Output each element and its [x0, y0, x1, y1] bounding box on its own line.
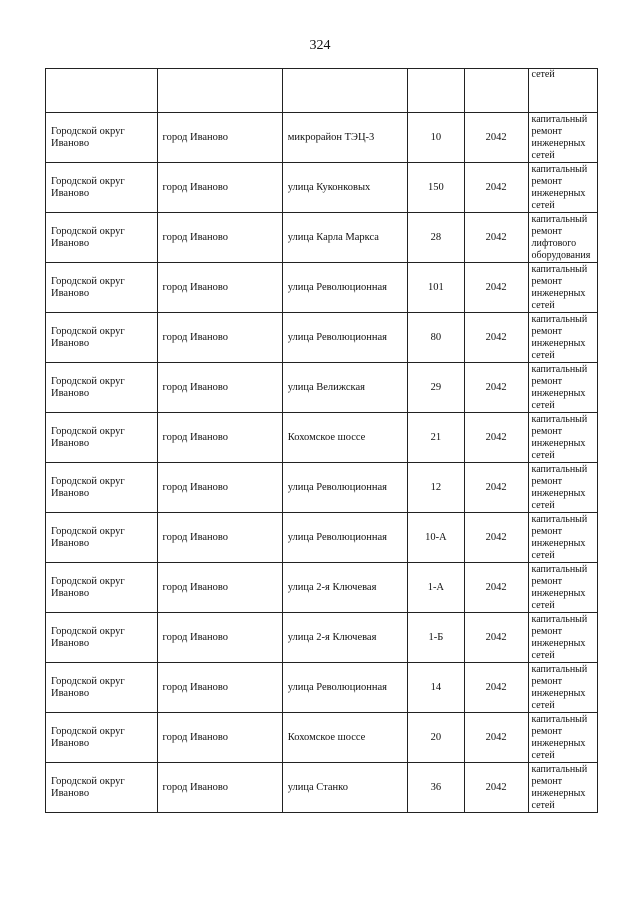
- district-cell: Городской округ Иваново: [46, 463, 158, 513]
- street-cell: улица Революционная: [282, 513, 407, 563]
- district-cell: Городской округ Иваново: [46, 163, 158, 213]
- table-body: [46, 69, 598, 813]
- city-cell: город Иваново: [157, 413, 282, 463]
- house-cell: 20: [407, 713, 464, 763]
- house-cell: 28: [407, 213, 464, 263]
- district-cell: Городской округ Иваново: [46, 363, 158, 413]
- city-cell: город Иваново: [157, 213, 282, 263]
- table-row: [46, 263, 598, 313]
- street-cell: улица 2-я Ключевая: [282, 563, 407, 613]
- year-cell: 2042: [464, 213, 528, 263]
- work-type-cell: капитальный ремонт инженерных сетей: [528, 363, 597, 413]
- district-cell: Городской округ Иваново: [46, 663, 158, 713]
- work-type-cell: капитальный ремонт инженерных сетей: [528, 513, 597, 563]
- district-cell: Городской округ Иваново: [46, 313, 158, 363]
- repair-schedule-table: [45, 68, 598, 813]
- table-row: [46, 563, 598, 613]
- work-type-cell: капитальный ремонт инженерных сетей: [528, 163, 597, 213]
- district-cell: Городской округ Иваново: [46, 563, 158, 613]
- street-cell: улица Революционная: [282, 263, 407, 313]
- house-cell: 80: [407, 313, 464, 363]
- street-cell: улица Велижская: [282, 363, 407, 413]
- house-cell: 29: [407, 363, 464, 413]
- city-cell: город Иваново: [157, 163, 282, 213]
- district-cell: [46, 69, 158, 113]
- city-cell: город Иваново: [157, 263, 282, 313]
- table-row-continuation: [46, 69, 598, 113]
- street-cell: Кохомское шоссе: [282, 713, 407, 763]
- house-cell: 150: [407, 163, 464, 213]
- house-cell: [407, 69, 464, 113]
- city-cell: город Иваново: [157, 313, 282, 363]
- district-cell: Городской округ Иваново: [46, 763, 158, 813]
- street-cell: улица Куконковых: [282, 163, 407, 213]
- house-cell: 12: [407, 463, 464, 513]
- house-cell: 36: [407, 763, 464, 813]
- city-cell: город Иваново: [157, 613, 282, 663]
- year-cell: 2042: [464, 113, 528, 163]
- house-cell: 101: [407, 263, 464, 313]
- work-type-cell: капитальный ремонт инженерных сетей: [528, 413, 597, 463]
- house-cell: 1-А: [407, 563, 464, 613]
- year-cell: [464, 69, 528, 113]
- city-cell: город Иваново: [157, 713, 282, 763]
- work-type-cell: капитальный ремонт инженерных сетей: [528, 713, 597, 763]
- year-cell: 2042: [464, 363, 528, 413]
- year-cell: 2042: [464, 613, 528, 663]
- district-cell: Городской округ Иваново: [46, 263, 158, 313]
- work-type-cell: капитальный ремонт инженерных сетей: [528, 313, 597, 363]
- table-row: [46, 363, 598, 413]
- city-cell: город Иваново: [157, 563, 282, 613]
- work-type-cell: капитальный ремонт инженерных сетей: [528, 463, 597, 513]
- year-cell: 2042: [464, 413, 528, 463]
- year-cell: 2042: [464, 163, 528, 213]
- house-cell: 21: [407, 413, 464, 463]
- page-number: 324: [309, 38, 331, 53]
- district-cell: Городской округ Иваново: [46, 113, 158, 163]
- year-cell: 2042: [464, 563, 528, 613]
- district-cell: Городской округ Иваново: [46, 713, 158, 763]
- year-cell: 2042: [464, 713, 528, 763]
- work-type-cell: капитальный ремонт инженерных сетей: [528, 113, 597, 163]
- street-cell: улица Карла Маркса: [282, 213, 407, 263]
- city-cell: город Иваново: [157, 763, 282, 813]
- table-row: [46, 113, 598, 163]
- district-cell: Городской округ Иваново: [46, 613, 158, 663]
- district-cell: Городской округ Иваново: [46, 213, 158, 263]
- year-cell: 2042: [464, 763, 528, 813]
- table-row: [46, 463, 598, 513]
- year-cell: 2042: [464, 513, 528, 563]
- work-type-cell: капитальный ремонт инженерных сетей: [528, 563, 597, 613]
- city-cell: город Иваново: [157, 463, 282, 513]
- street-cell: Кохомское шоссе: [282, 413, 407, 463]
- table-row: [46, 213, 598, 263]
- house-cell: 10-А: [407, 513, 464, 563]
- city-cell: город Иваново: [157, 113, 282, 163]
- work-type-cell: сетей: [528, 69, 597, 113]
- year-cell: 2042: [464, 313, 528, 363]
- year-cell: 2042: [464, 263, 528, 313]
- street-cell: улица Революционная: [282, 463, 407, 513]
- street-cell: улица Революционная: [282, 663, 407, 713]
- street-cell: улица Революционная: [282, 313, 407, 363]
- city-cell: город Иваново: [157, 513, 282, 563]
- district-cell: Городской округ Иваново: [46, 513, 158, 563]
- year-cell: 2042: [464, 663, 528, 713]
- table-row: [46, 413, 598, 463]
- table-row: [46, 663, 598, 713]
- work-type-cell: капитальный ремонт инженерных сетей: [528, 263, 597, 313]
- table-row: [46, 513, 598, 563]
- city-cell: город Иваново: [157, 363, 282, 413]
- table-row: [46, 163, 598, 213]
- house-cell: 10: [407, 113, 464, 163]
- table-row: [46, 313, 598, 363]
- city-cell: [157, 69, 282, 113]
- house-cell: 1-Б: [407, 613, 464, 663]
- work-type-cell: капитальный ремонт инженерных сетей: [528, 763, 597, 813]
- street-cell: улица 2-я Ключевая: [282, 613, 407, 663]
- city-cell: город Иваново: [157, 663, 282, 713]
- work-type-cell: капитальный ремонт инженерных сетей: [528, 613, 597, 663]
- table-row: [46, 763, 598, 813]
- work-type-cell: капитальный ремонт инженерных сетей: [528, 663, 597, 713]
- work-type-cell: капитальный ремонт лифтового оборудования: [528, 213, 597, 263]
- street-cell: микрорайон ТЭЦ-3: [282, 113, 407, 163]
- street-cell: [282, 69, 407, 113]
- district-cell: Городской округ Иваново: [46, 413, 158, 463]
- house-cell: 14: [407, 663, 464, 713]
- table-row: [46, 713, 598, 763]
- year-cell: 2042: [464, 463, 528, 513]
- table-row: [46, 613, 598, 663]
- street-cell: улица Станко: [282, 763, 407, 813]
